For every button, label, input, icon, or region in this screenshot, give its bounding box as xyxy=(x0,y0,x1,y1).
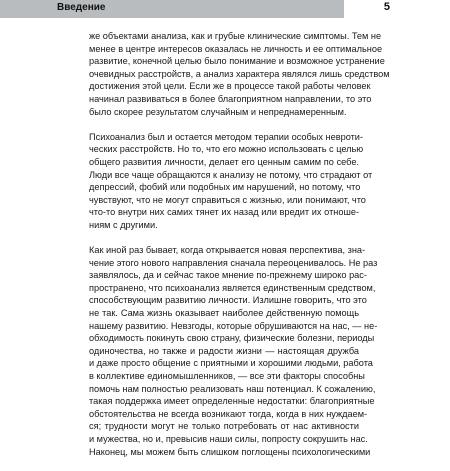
text-line: и мужества, но и, превысив наши силы, попросту сокрушить нас. xyxy=(89,434,368,444)
text-line: обстоятельства не всегда возникают тогда, когда в них нуждаем- xyxy=(89,408,368,419)
text-line: заявлялось, да и сейчас такое мнение по-прежнему широко рас- xyxy=(89,270,367,281)
text-line: помочь нам полностью реализовать наш потенциал. К сожалению, xyxy=(89,383,376,394)
header-accent-band xyxy=(0,0,344,18)
text-line: в коллективе единомышленников, — все эти факторы способны xyxy=(89,371,365,382)
text-line: ся; трудности могут не только потребовать от нас активности xyxy=(89,421,359,432)
text-line: менее в центре интересов оказалась не личность и ее оптимальное xyxy=(89,43,383,54)
text-line: общего развития личности, делает его ценным самим по себе. xyxy=(89,156,359,167)
paragraph xyxy=(89,244,378,458)
text-line: развитие, конечной целью было понимание и возможное устранение xyxy=(89,56,385,67)
text-line: что-то внутри них самих тянет их назад или вредит их отноше- xyxy=(89,207,359,218)
text-line: пространено, что психоанализ является единственным средством, xyxy=(89,282,376,293)
text-line: же объектами анализа, как и грубые клинические симптомы. Тем не xyxy=(89,31,382,41)
text-line: очевидных расстройств, а анализ характера являлся лишь средством xyxy=(89,68,390,79)
running-title: Введение xyxy=(57,2,106,13)
text-line: обходимость покинуть свою страну, физические болезни, периоды xyxy=(89,333,375,344)
text-line: ниям с другими. xyxy=(89,219,158,230)
text-line: и даже просто общение с приятными и хорошими людьми, работа xyxy=(89,358,373,369)
text-line: способствующим развитию личности. Излишне говорить, что это xyxy=(89,295,367,306)
paragraph xyxy=(89,131,373,232)
text-line: начинал развиваться в более благоприятном направлении, то это xyxy=(89,93,372,104)
page-number: 5 xyxy=(383,1,390,13)
body-text xyxy=(89,30,390,471)
text-line: такая поддержка имеет определенные недостатки: благоприятные xyxy=(89,396,375,407)
text-line: одиночества, но также и радости жизни — настоящая дружба xyxy=(89,345,359,356)
text-line: Наконец, мы можем быть слишком поглощены психологическими xyxy=(89,446,371,457)
text-line: чение этого нового направления сначала переоценивалось. Не раз xyxy=(89,257,378,268)
paragraph xyxy=(89,30,390,118)
text-line: нашему развитию. Невзгоды, которые обрушиваются на нас, — не- xyxy=(89,320,378,331)
text-line: было скорее результатом случайным и непреднамеренным. xyxy=(89,106,347,117)
text-line: депрессий, фобий или подобных им нарушений, но потому, что xyxy=(89,182,361,193)
text-line: Люди все чаще обращаются к анализу не потому, что страдают от xyxy=(89,169,373,180)
text-line: чувствуют, что не могут справиться с жизнью, или понимают, что xyxy=(89,194,366,205)
text-line: Психоанализ был и остается методом терапии особых невроти- xyxy=(89,131,363,142)
running-header xyxy=(0,0,450,18)
text-line: достижения этой цели. Если же в процессе такой работы человек xyxy=(89,81,371,92)
text-line: ческих расстройств. Но то, что его можно использовать с целью xyxy=(89,144,364,155)
text-line: Как иной раз бывает, когда открывается новая перспектива, зна- xyxy=(89,245,366,256)
text-line: не так. Сама жизнь оказывает наиболее действенную помощь xyxy=(89,308,359,319)
